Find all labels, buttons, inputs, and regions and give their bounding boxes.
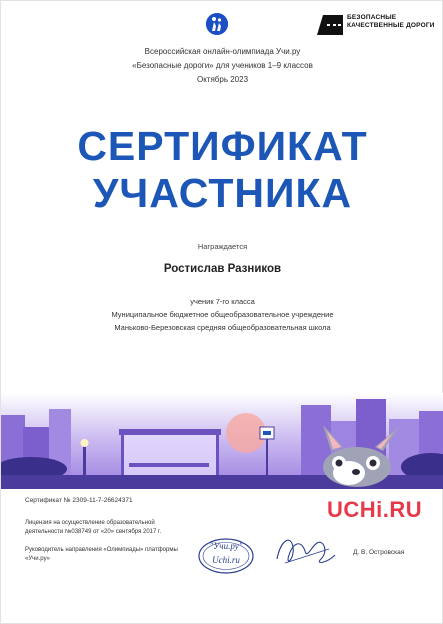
bus-stop-illustration [1,393,443,489]
certificate-title-line1: СЕРТИФИКАТ [77,123,368,169]
olympiad-name: Всероссийская онлайн-олимпиада Учи.ру [144,47,301,56]
head-title: Руководитель направления «Олимпиады» платформы «Учи.ру» [25,547,178,562]
olympiad-subject: «Безопасные дороги» для учеников 1–9 классов [132,61,313,70]
license-text: Лицензия на осуществление образовательной деятельности №038749 от «20» сентября 2017 г. [25,520,162,535]
partner-logo [317,12,435,38]
awarded-label: Награждается [197,242,248,251]
stamp-line2: Uchi.ru [212,555,240,565]
signature [271,529,339,573]
stamp [197,537,255,575]
school-line1: Муниципальное бюджетное общеобразовательное учреждение [111,310,334,319]
recipient-name: Ростислав Разников [163,263,282,275]
olympiad-logo-icon [206,13,228,35]
certificate-title-line2: УЧАСТНИКА [92,170,353,216]
olympiad-date: Октябрь 2023 [196,75,249,84]
uchi-logo: UCHi.RU [327,497,423,522]
partner-logo-text: БЕЗОПАСНЫЕ КАЧЕСТВЕННЫЕ ДОРОГИ [347,14,435,29]
stamp-line1: "Учи.ру" [209,541,243,551]
school-line2: Маньково-Березовская средняя общеобразовательная школа [114,323,331,332]
signer-name: Д. В. Островская [353,549,405,556]
road-logo-icon [317,15,343,35]
certificate-number: Сертификат № 2309-11-7-26624371 [25,497,133,504]
recipient-grade: ученик 7-го класса [190,297,255,306]
